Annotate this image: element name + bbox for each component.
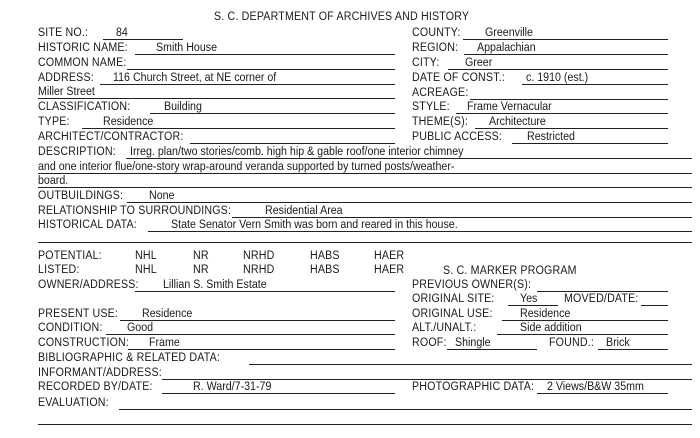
public-access-label: PUBLIC ACCESS: <box>412 129 503 143</box>
listed-haer: HAER <box>374 262 405 276</box>
recorded-by-label: RECORDED BY/DATE: <box>38 379 153 393</box>
original-site-label: ORIGINAL SITE: <box>412 291 495 305</box>
style-value: Frame Vernacular <box>467 99 552 113</box>
evaluation-label: EVALUATION: <box>38 395 109 409</box>
construction-value: Frame <box>149 335 180 349</box>
description-line-1: Irreg. plan/two stories/comb. high hip & gable roof/one interior chimney <box>130 144 464 158</box>
outbuildings-value: None <box>149 188 175 202</box>
description-underline-2 <box>38 173 692 174</box>
county-value: Greenville <box>485 25 533 39</box>
original-use-value: Residence <box>520 306 571 320</box>
photographic-label: PHOTOGRAPHIC DATA: <box>412 379 535 393</box>
owner-address-value: Lillian S. Smith Estate <box>163 277 267 291</box>
city-label: CITY: <box>412 55 440 69</box>
type-label: TYPE: <box>38 114 70 128</box>
present-use-underline <box>120 320 395 321</box>
type-value: Residence <box>103 114 154 128</box>
alt-unalt-label: ALT./UNALT.: <box>412 320 477 334</box>
original-use-label: ORIGINAL USE: <box>412 306 493 320</box>
roof-value: Shingle <box>455 335 491 349</box>
public-access-value: Restricted <box>527 129 575 143</box>
historic-name-label: HISTORIC NAME: <box>38 40 128 54</box>
potential-haer: HAER <box>374 248 405 262</box>
informant-label: INFORMANT/ADDRESS: <box>38 365 162 379</box>
form-title: S. C. DEPARTMENT OF ARCHIVES AND HISTORY <box>214 9 470 23</box>
public-access-underline <box>512 143 668 144</box>
style-underline <box>456 113 668 114</box>
recorded-by-underline <box>162 393 395 394</box>
historical-underline <box>148 231 692 232</box>
potential-nrhd: NRHD <box>243 248 275 262</box>
relationship-value: Residential Area <box>265 203 343 217</box>
historical-value: State Senator Vern Smith was born and reared in this house. <box>171 217 458 231</box>
classification-label: CLASSIFICATION: <box>38 99 131 113</box>
condition-label: CONDITION: <box>38 320 103 334</box>
original-site-value: Yes <box>520 291 538 305</box>
photographic-underline <box>537 393 668 394</box>
address-label: ADDRESS: <box>38 70 94 84</box>
foundation-underline <box>598 349 668 350</box>
classification-value: Building <box>164 99 202 113</box>
address-underline <box>100 84 395 85</box>
common-name-label: COMMON NAME: <box>38 55 127 69</box>
foundation-label: FOUND.: <box>549 335 595 349</box>
present-use-label: PRESENT USE: <box>38 306 119 320</box>
listed-habs: HABS <box>310 262 340 276</box>
description-line-2: and one interior flue/one-story wrap-around veranda supported by turned posts/weather- <box>38 159 455 173</box>
historic-name-underline <box>135 54 395 55</box>
listed-nhl: NHL <box>135 262 157 276</box>
outbuildings-label: OUTBUILDINGS: <box>38 188 124 202</box>
themes-value: Architecture <box>489 114 546 128</box>
description-line-3: board. <box>38 173 69 187</box>
potential-label: POTENTIAL: <box>38 248 102 262</box>
description-underline-3 <box>38 187 692 188</box>
listed-label: LISTED: <box>38 262 80 276</box>
potential-nhl: NHL <box>135 248 157 262</box>
potential-nr: NR <box>193 248 209 262</box>
construction-label: CONSTRUCTION: <box>38 335 130 349</box>
style-label: STYLE: <box>412 99 450 113</box>
bibliographic-label: BIBLIOGRAPHIC & RELATED DATA: <box>38 350 221 364</box>
photographic-value: 2 Views/B&W 35mm <box>547 379 644 393</box>
acreage-label: ACREAGE: <box>412 85 469 99</box>
city-value: Greer <box>465 55 493 69</box>
listed-nr: NR <box>193 262 209 276</box>
historic-name-value: Smith House <box>156 40 218 54</box>
moved-date-label: MOVED/DATE: <box>564 291 639 305</box>
region-label: REGION: <box>412 40 459 54</box>
site-no-value: 84 <box>116 25 128 39</box>
roof-label: ROOF: <box>412 335 447 349</box>
foundation-value: Brick <box>606 335 630 349</box>
architect-label: ARCHITECT/CONTRACTOR: <box>38 129 184 143</box>
themes-label: THEME(S): <box>412 114 469 128</box>
site-no-label: SITE NO.: <box>38 25 89 39</box>
evaluation-underline-2 <box>38 424 692 425</box>
recorded-by-value: R. Ward/7-31-79 <box>193 379 272 393</box>
county-label: COUNTY: <box>412 25 461 39</box>
alt-unalt-value: Side addition <box>520 320 582 334</box>
date-const-label: DATE OF CONST.: <box>412 70 505 84</box>
address-value-2: Miller Street <box>38 84 95 98</box>
bibliographic-underline <box>249 364 692 365</box>
condition-value: Good <box>127 320 154 334</box>
marker-program-heading: S. C. MARKER PROGRAM <box>443 263 577 277</box>
listed-nrhd: NRHD <box>243 262 275 276</box>
historical-label: HISTORICAL DATA: <box>38 217 137 231</box>
classification-underline <box>150 113 395 114</box>
description-label: DESCRIPTION: <box>38 144 116 158</box>
relationship-label: RELATIONSHIP TO SURROUNDINGS: <box>38 203 232 217</box>
address-value: 116 Church Street, at NE corner of <box>113 70 277 84</box>
date-const-value: c. 1910 (est.) <box>526 70 589 84</box>
owner-address-label: OWNER/ADDRESS: <box>38 277 139 291</box>
owner-address-underline <box>135 291 395 292</box>
region-value: Appalachian <box>477 40 536 54</box>
previous-owners-label: PREVIOUS OWNER(S): <box>412 277 532 291</box>
roof-underline <box>447 349 537 350</box>
evaluation-underline-1 <box>119 409 692 410</box>
potential-habs: HABS <box>310 248 340 262</box>
region-underline <box>464 54 668 55</box>
section-divider <box>38 242 692 243</box>
moved-date-underline <box>641 305 668 306</box>
present-use-value: Residence <box>142 306 193 320</box>
date-const-underline <box>522 84 668 85</box>
